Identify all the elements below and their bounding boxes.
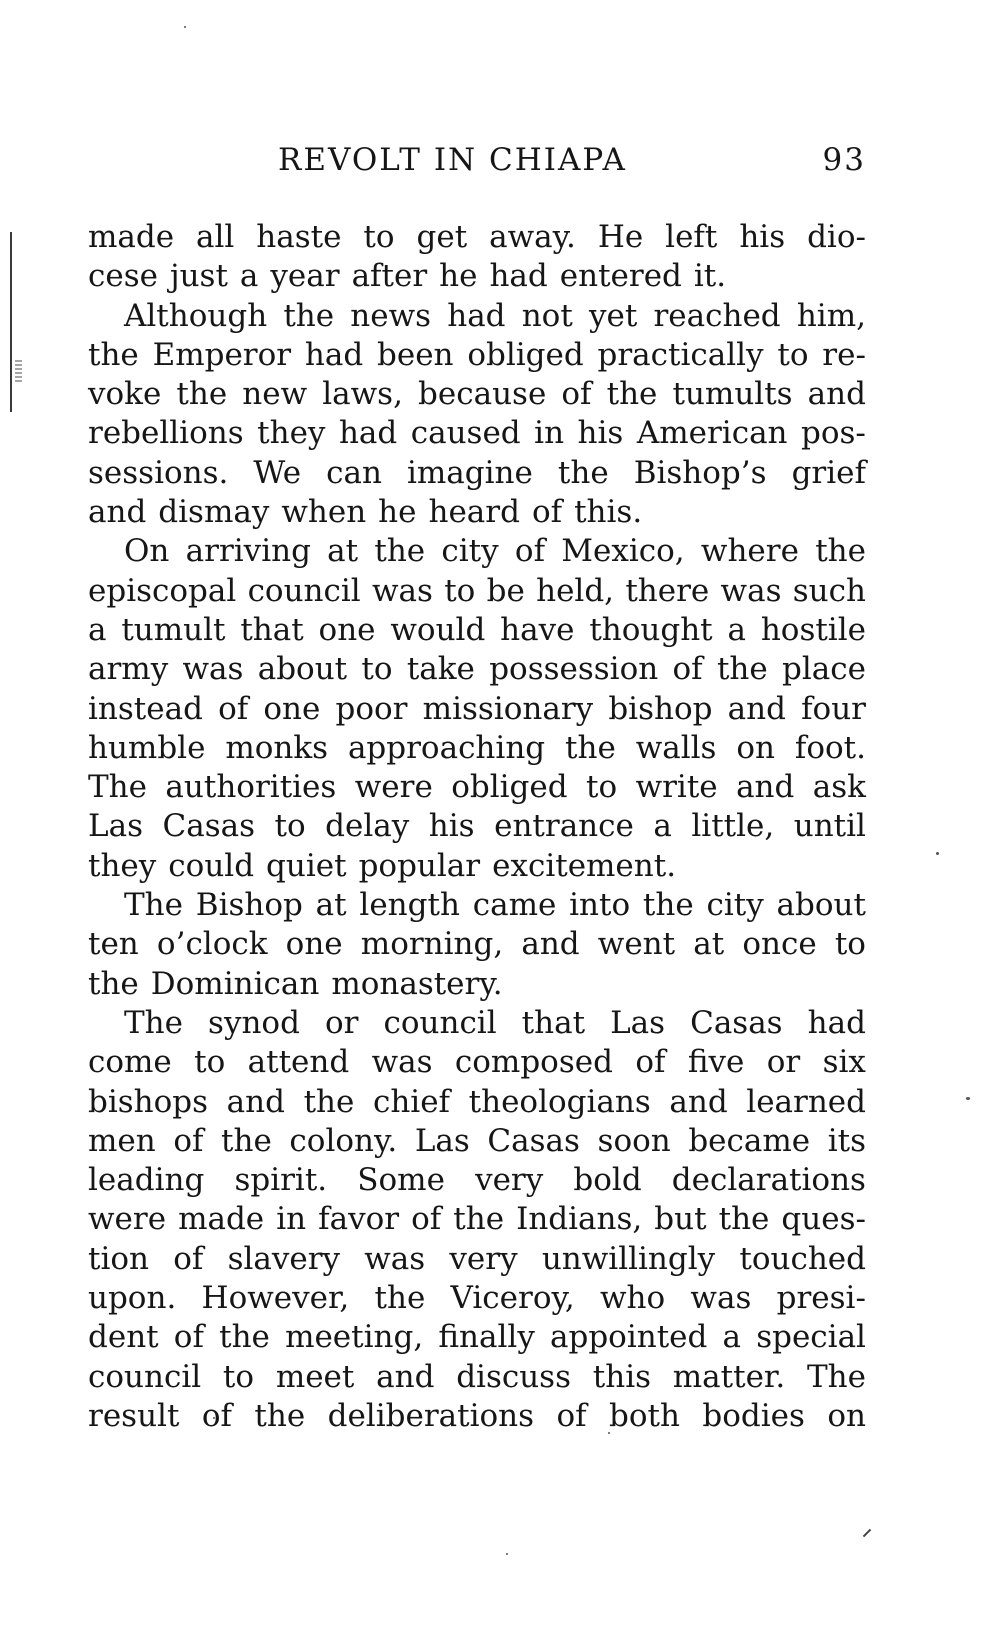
word: of [672,651,703,688]
word: place [782,651,866,688]
word: the [219,1319,270,1356]
word: discuss [456,1358,571,1395]
word: dent [88,1319,159,1356]
word: went [597,926,676,963]
word: in [276,1201,307,1238]
word: presi- [776,1280,866,1317]
word: city [441,533,499,570]
word: was [690,1280,752,1317]
word: of [556,1397,587,1434]
word: to [361,651,393,688]
word: new [242,376,308,413]
word: to [222,1358,255,1395]
word: had [807,1004,866,1041]
word: at [315,887,347,924]
text-line [88,1004,866,1043]
text-line [88,572,866,611]
word: ask [812,769,866,806]
word: on [827,1397,866,1434]
scan-dust [184,26,186,28]
word: one [318,611,376,648]
word: held, [536,572,615,609]
text-line [88,650,866,689]
word: rebellions [88,415,244,452]
word: delay [325,808,410,845]
word: they [88,847,157,884]
word: Emperor [152,336,292,373]
word: However, [201,1280,350,1317]
text-line [88,611,866,650]
word: the [557,454,609,491]
word: and [807,376,866,413]
word: about [776,887,866,924]
word: the [374,533,426,570]
word: composed [454,1044,613,1081]
word: Mexico, [561,533,685,570]
word: Casas [487,1122,580,1159]
word: take [406,651,475,688]
word: monks [225,729,329,766]
word: arriving [185,533,311,570]
word: Casas [690,1004,783,1041]
word: news [350,297,432,334]
word: and [88,494,147,531]
text-line [88,1161,866,1200]
word: until [793,808,866,845]
word: this. [574,494,643,531]
word: re- [822,336,866,373]
word: city [706,887,764,924]
body-text [88,218,866,1436]
word: entrance [494,808,634,845]
word: because [418,376,547,413]
word: reached [653,297,781,334]
word: length [359,887,460,924]
text-line [88,807,866,846]
word: chief [372,1083,451,1120]
word: excitement. [492,847,677,884]
word: in [534,415,565,452]
text-line [88,1083,866,1122]
word: the [254,1397,306,1434]
word: Las [88,808,143,845]
word: bishops [88,1083,209,1120]
word: On [124,533,170,570]
word: made [88,219,175,255]
word: deliberations [327,1397,535,1434]
word: there [625,572,710,609]
word: The [124,887,183,924]
text-line [88,729,866,768]
text-line [88,1122,866,1161]
word: a [88,611,107,648]
word: Casas [162,808,256,845]
word: on [736,729,775,766]
word: walls [635,729,717,766]
word: special [756,1319,866,1356]
word: laws, [322,376,403,413]
word: who [600,1280,666,1317]
text-line [88,1318,866,1357]
word: theologians [468,1083,651,1120]
word: declarations [671,1162,866,1199]
word: entered [559,258,682,295]
word: a [239,258,259,295]
scan-dust [936,852,939,855]
word: He [597,219,644,255]
word: pos- [801,415,866,452]
word: The [88,769,147,806]
word: of [411,1201,442,1238]
text-line [88,1200,866,1239]
text-line [88,965,866,1004]
word: was [364,1240,426,1277]
word: bishop [608,690,713,727]
word: episcopal [88,572,237,609]
word: of [173,1240,204,1277]
scan-margin-speck [15,360,22,382]
word: one [285,926,343,963]
word: just [169,258,228,295]
text-line [88,257,866,296]
text-line [88,454,866,493]
word: authorities [165,769,337,806]
word: Dominican [150,965,320,1002]
word: have [500,611,575,648]
word: was [372,572,433,609]
text-line [88,1043,866,1082]
word: learned [746,1083,866,1120]
word: monastery. [331,965,503,1002]
word: instead [88,690,203,727]
word: would [390,611,486,648]
word: spirit. [234,1162,328,1199]
text-line [88,375,866,414]
word: the [642,887,694,924]
word: obliged [451,769,568,806]
text-line [88,1240,866,1279]
word: hostile [760,611,866,648]
word: approaching [347,729,546,766]
word: synod [208,1004,300,1041]
word: to [777,336,809,373]
word: him, [796,297,866,334]
word: became [688,1122,811,1159]
word: away. [489,219,576,255]
word: of [514,533,546,570]
word: soon [597,1122,671,1159]
word: were [354,769,433,806]
word: the [303,1083,355,1120]
word: of [561,376,592,413]
word: a [722,1319,742,1356]
word: the [88,336,139,373]
word: it. [693,258,727,295]
word: the [606,376,658,413]
word: appointed [550,1319,708,1356]
word: missionary [422,690,594,727]
word: Las [414,1122,470,1159]
word: caused [410,415,521,452]
word: when [281,494,367,531]
word: morning, [360,926,504,963]
word: grief [791,454,866,491]
word: popular [358,847,481,884]
word: heard [428,494,520,531]
word: the [453,1201,505,1238]
word: The [806,1358,866,1395]
word: slavery [227,1240,341,1277]
word: very [475,1162,544,1199]
word: sessions. [88,454,229,491]
word: Indians, [516,1201,643,1238]
word: of [635,1044,666,1081]
word: get [416,219,468,255]
text-line [88,493,866,532]
word: meeting, [285,1319,424,1356]
word: about [257,651,348,688]
word: American [636,415,788,452]
word: the [374,1280,426,1317]
word: such [792,572,866,609]
word: the [718,1201,770,1238]
word: o’clock [156,926,268,963]
word: Las [610,1004,666,1041]
word: had [338,415,398,452]
word: tumult [121,611,226,648]
word: leading [88,1162,205,1199]
word: The [124,1004,183,1041]
word: unwillingly [541,1240,716,1277]
word: he [439,258,478,295]
word: his [739,219,786,255]
word: be [486,572,525,609]
word: after [351,258,428,295]
word: five [687,1044,745,1081]
word: tion [88,1240,150,1277]
word: favor [318,1201,400,1238]
word: this [592,1358,652,1395]
word: poor [335,690,408,727]
word: to [194,1044,226,1081]
running-title: REVOLT IN CHIAPA [278,142,627,178]
word: council [247,572,361,609]
scan-margin-rule [10,232,12,412]
word: ques- [781,1201,866,1238]
word: of [201,1397,232,1434]
word: to [363,219,395,255]
text-line [88,1279,866,1318]
word: its [827,1122,866,1159]
word: Although [124,297,268,334]
word: cese [88,258,158,295]
word: finally [438,1319,535,1356]
word: his [577,415,624,452]
word: the [815,533,866,570]
word: dio- [807,219,866,255]
text-line [88,847,866,886]
word: humble [88,729,206,766]
word: of [173,1319,204,1356]
word: imagine [406,454,533,491]
word: obliged [467,336,584,373]
word: left [665,219,718,255]
word: attend [247,1044,350,1081]
word: had [489,258,548,295]
word: a [653,808,672,845]
word: he [378,494,417,531]
word: and [226,1083,285,1120]
word: of [173,1122,204,1159]
word: made [178,1201,265,1238]
scan-dust [506,1553,508,1555]
running-head [88,138,866,182]
word: that [240,611,304,648]
word: came [472,887,557,924]
word: at [693,926,725,963]
word: been [377,336,454,373]
word: had [447,297,506,334]
word: and [376,1358,435,1395]
word: Some [357,1162,445,1199]
word: council [383,1004,497,1041]
word: or [766,1044,801,1081]
word: not [521,297,573,334]
word: quiet [266,847,347,884]
word: come [88,1044,172,1081]
word: was [182,651,244,688]
word: was [720,572,782,609]
text-line [88,218,866,257]
word: at [327,533,359,570]
word: and [669,1083,728,1120]
word: meet [275,1358,355,1395]
word: ten [88,926,139,963]
text-line [88,532,866,571]
word: and [521,926,580,963]
word: little, [691,808,775,845]
word: one [263,690,321,727]
word: yet [588,297,638,334]
scan-dust [966,1097,970,1100]
word: dismay [158,494,270,531]
text-line [88,297,866,336]
word: of [531,494,563,531]
word: the [221,1122,272,1159]
word: was [371,1044,433,1081]
word: matter. [672,1358,786,1395]
word: the [283,297,335,334]
word: Bishop [195,887,303,924]
word: of [218,690,249,727]
word: four [801,690,866,727]
word: the [565,729,616,766]
word: haste [256,219,342,255]
word: touched [739,1240,866,1277]
word: his [428,808,475,845]
word: upon. [88,1280,177,1317]
word: colony. [289,1122,398,1159]
word: thought [589,611,713,648]
word: once [742,926,817,963]
word: Bishop’s [633,454,767,491]
word: to [274,808,306,845]
word: six [822,1044,866,1081]
word: but [654,1201,707,1238]
word: the [716,651,768,688]
word: foot. [794,729,866,766]
word: to [444,572,476,609]
text-line [88,925,866,964]
word: were [88,1201,167,1238]
word: men [88,1122,156,1159]
word: where [700,533,799,570]
text-line [88,1397,866,1436]
word: could [168,847,255,884]
page-number: 93 [822,142,866,178]
word: into [569,887,631,924]
word: army [88,651,169,688]
word: We [253,454,302,491]
text-line [88,414,866,453]
text-line [88,690,866,729]
word: possession [489,651,659,688]
word: that [521,1004,586,1041]
word: the [176,376,228,413]
scan-pen-mark [863,1529,871,1537]
word: result [88,1397,180,1434]
text-line [88,768,866,807]
word: bodies [702,1397,805,1434]
word: can [326,454,382,491]
word: all [196,219,235,255]
word: practically [597,336,764,373]
word: bold [573,1162,642,1199]
word: had [304,336,364,373]
word: write [635,769,718,806]
word: both [609,1397,680,1434]
word: voke [88,376,162,413]
word: and [736,769,795,806]
word: Viceroy, [450,1280,575,1317]
word: or [324,1004,359,1041]
word: year [270,258,340,295]
word: and [727,690,786,727]
word: council [88,1358,202,1395]
word: to [834,926,866,963]
word: a [727,611,746,648]
word: tumults [672,376,793,413]
text-line [88,1358,866,1397]
word: the [88,965,139,1002]
word: to [586,769,618,806]
word: very [449,1240,518,1277]
text-line [88,886,866,925]
text-line [88,336,866,375]
word: they [257,415,326,452]
